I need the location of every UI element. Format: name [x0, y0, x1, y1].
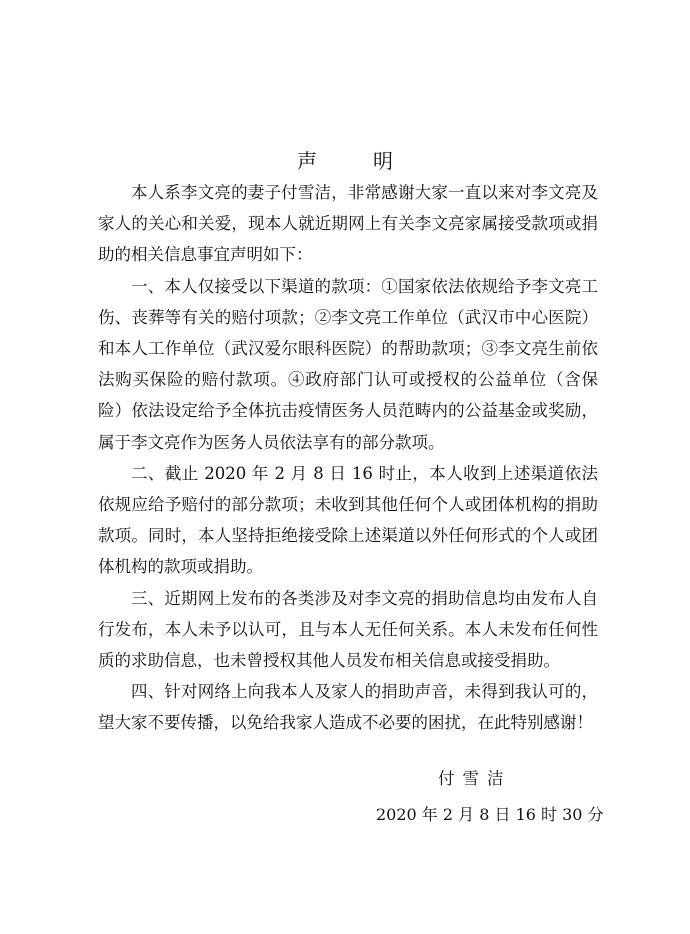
paragraph-section-2: 二、截止 2020 年 2 月 8 日 16 时止，本人收到上述渠道依法依规应给予赔付的部分款项；未收到其他任何个人或团体机构的捐助款项。同时，本人坚持拒绝接受除上述渠道以外任何形式的个人或团体机构的款项或捐助。: [98, 463, 598, 577]
paragraph-section-1: 一、本人仅接受以下渠道的款项：①国家依法依规给予李文亮工伤、丧葬等有关的赔付项款；②李文亮工作单位（武汉市中心医院）和本人工作单位（武汉爱尔眼科医院）的帮助款项；③李文亮生前依法购买保险的赔付款项。④政府部门认可或授权的公益单位（含保险）依法设定给予全体抗击疫情医务人员范畴内的公益基金或奖励，属于李文亮作为医务人员依法享有的部分款项。: [98, 276, 598, 452]
paragraph-intro: 本人系李文亮的妻子付雪洁，非常感谢大家一直以来对李文亮及家人的关心和关爱，现本人就近期网上有关李文亮家属接受款项或捐助的相关信息事宜声明如下：: [98, 183, 598, 265]
document-title: 声 明: [297, 149, 411, 173]
signature-name: 付雪洁: [438, 769, 512, 788]
signature-date: 2020 年 2 月 8 日 16 时 30 分: [376, 805, 604, 824]
paragraph-section-4: 四、针对网络上向我本人及家人的捐助声音，未得到我认可的，望大家不要传播，以免给我家人造成不必要的困扰，在此特别感谢！: [98, 682, 598, 733]
document-body: [98, 177, 598, 739]
paragraph-section-3: 三、近期网上发布的各类涉及对李文亮的捐助信息均由发布人自行发布，本人未予以认可，且与本人无任何关系。本人未发布任何性质的求助信息，也未曾授权其他人员发布相关信息或接受捐助。: [98, 588, 598, 671]
